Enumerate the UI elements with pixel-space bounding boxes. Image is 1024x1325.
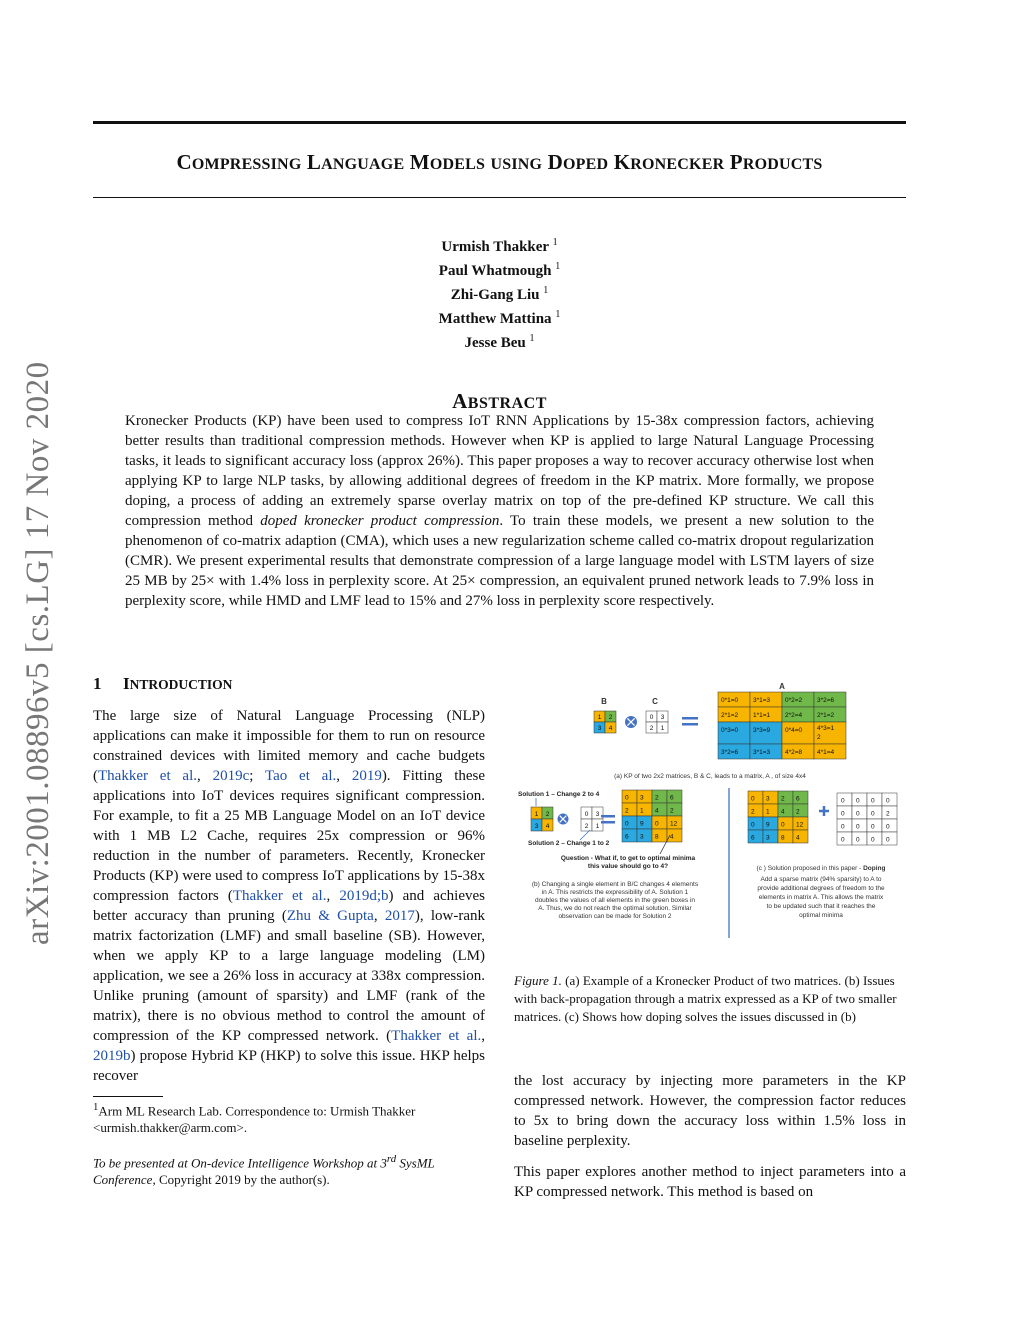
matrix-value: 3*1=3 bbox=[753, 749, 771, 756]
section-heading-introduction: 1 INTRODUCTION bbox=[93, 674, 233, 693]
title-rule bbox=[93, 197, 906, 198]
author: Matthew Mattina $^1$ bbox=[438, 309, 561, 327]
matrix-value: 2*1=2 bbox=[817, 712, 835, 719]
matrix-value: 3 bbox=[595, 811, 600, 818]
intro-paragraph: This paper explores another method to inject parameters into a KP compressed network. This method is based on bbox=[514, 1164, 906, 1200]
citation-link[interactable]: 2017 bbox=[384, 908, 415, 924]
matrix-value: 0 bbox=[841, 836, 845, 844]
intro-right-column bbox=[514, 1071, 906, 1202]
title-word: DOPED bbox=[547, 150, 609, 174]
svg-text:(b) Changing a single element: (b) Changing a single element in B/C changes 4 elements bbox=[531, 881, 699, 888]
matrix-value: 6 bbox=[670, 794, 674, 802]
matrix-value: 0 bbox=[856, 823, 860, 831]
matrix-value: 4 bbox=[796, 834, 800, 842]
caption-c-title: (c ) Solution proposed in this paper - Doping bbox=[756, 865, 886, 872]
matrix-value: 0 bbox=[871, 836, 875, 844]
matrix-value: 6 bbox=[625, 833, 629, 841]
matrix-value: 0 bbox=[841, 810, 845, 818]
matrix-value: 0 bbox=[871, 810, 875, 818]
author: Zhi-Gang Liu $^1$ bbox=[450, 285, 549, 303]
matrix-value: 0 bbox=[751, 795, 755, 803]
equals-icon bbox=[682, 723, 698, 726]
citation-link[interactable]: 2019c bbox=[212, 768, 250, 784]
matrix-value: 4 bbox=[670, 833, 674, 841]
citation-link[interactable]: Zhu & Gupta bbox=[286, 908, 374, 924]
title-word: PRODUCTS bbox=[729, 150, 823, 174]
citation-link[interactable]: Thakker et al. bbox=[98, 768, 197, 784]
matrix-value: 1 bbox=[640, 807, 644, 815]
matrix-value: 1 bbox=[595, 823, 600, 830]
matrix-value: 2 bbox=[781, 795, 785, 803]
svg-text:in A. This restricts the expre: in A. This restricts the expressibility of A. Solution 1 bbox=[541, 889, 689, 896]
matrix-value: 2 bbox=[608, 714, 613, 721]
matrix-value: 2 bbox=[817, 734, 821, 741]
matrix-value: 0 bbox=[625, 794, 629, 802]
matrix-value: 0*1=0 bbox=[721, 697, 739, 704]
intro-paragraph: the lost accuracy by injecting more parameters in the KP compressed network. However, the compression factor reduces to 5x to bring down the accuracy loss within 1.5% loss in baseline perplexity. bbox=[514, 1073, 906, 1149]
venue-note: To be presented at On-device Intelligence Workshop at 3rd SysML Conference, Copyright 2019 by the author(s). bbox=[93, 1153, 435, 1188]
matrix-value: 9 bbox=[766, 821, 770, 829]
matrix-value: 3 bbox=[766, 834, 770, 842]
svg-text:doubles the values of all elem: doubles the values of all elements in the green boxes in bbox=[534, 897, 696, 904]
matrix-value: 1*1=1 bbox=[753, 712, 771, 719]
matrix-value: 0 bbox=[886, 797, 890, 805]
matrix-value: 0 bbox=[886, 823, 890, 831]
matrix-value: 2 bbox=[886, 810, 890, 818]
matrix-value: 4*2=8 bbox=[785, 749, 803, 756]
author: Paul Whatmough $^1$ bbox=[438, 261, 561, 279]
matrix-value: 3*2=6 bbox=[817, 697, 835, 704]
matrix-value: 0 bbox=[751, 821, 755, 829]
matrix-value: 2 bbox=[670, 807, 674, 815]
matrix-value: 12 bbox=[670, 820, 678, 828]
matrix-value: 2 bbox=[796, 808, 800, 816]
svg-text:elements in matrix A. This all: elements in matrix A. This allows the matrix bbox=[758, 894, 884, 901]
matrix-value: 3*3=9 bbox=[753, 727, 771, 734]
matrix-value: 1 bbox=[597, 714, 602, 721]
matrix-value: 8 bbox=[655, 833, 659, 841]
matrix-value: 4 bbox=[545, 823, 550, 830]
svg-text:to be updated such that it rea: to be updated such that it reaches the bbox=[766, 903, 876, 910]
matrix-value: 2 bbox=[625, 807, 629, 815]
label-b: B bbox=[601, 697, 607, 706]
footnote-rule bbox=[93, 1096, 163, 1097]
matrix-value: 3 bbox=[766, 795, 770, 803]
footnote-affiliation: $^1$Arm ML Research Lab. Correspondence to: Urmish Thakker <urmish.thakker@arm.com>. bbox=[93, 1101, 416, 1136]
matrix-value: 3*1=3 bbox=[753, 697, 771, 704]
label-c: C bbox=[652, 697, 658, 706]
solution-2: Solution 2 – Change 1 to 2 bbox=[528, 840, 610, 847]
matrix-value: 2*2=4 bbox=[785, 712, 803, 719]
matrix-value: 4*1=4 bbox=[817, 749, 835, 756]
matrix-value: 4 bbox=[608, 725, 613, 732]
caption-a: (a) KP of two 2x2 matrices, B & C, leads to a matrix, A , of size 4x4 bbox=[614, 773, 806, 780]
matrix-value: 4 bbox=[781, 808, 785, 816]
matrix-value: 3*2=6 bbox=[721, 749, 739, 756]
matrix-value: 0 bbox=[856, 797, 860, 805]
matrix-value: 4 bbox=[655, 807, 659, 815]
matrix-value: 6 bbox=[751, 834, 755, 842]
intro-paragraph: The large size of Natural Language Processing (NLP) applications can make it impossible for them to run on resource constrained devices with limited memory and cache budgets (Thakker et al., 2019c; Tao et al., 2019). Fitting these applications into IoT devices requires significant compression. For example, to fit a 25 MB Language Model on an IoT device with 1 MB L2 Cache, requires 25x compression or 96% reduction in the number of parameters. Recently, Kronecker Products (KP) were used to compress IoT applications by 15-38x compression factors (Thakker et al., 2019d;b) and achieves better accuracy than pruning (Zhu & Gupta, 2017), low-rank matrix factorization (LMF) and small baseline (SB). However, when we apply KP to a large language modeling (LM) application, we see a 26% loss in accuracy at 338x compression. Unlike pruning (amount of sparsity) and LMF (rank of the matrix), there is no obvious method to control the amount of compression of the KP compressed network. (Thakker et al., 2019b) propose Hybrid KP (HKP) to solve this issue. HKP helps recover bbox=[93, 708, 486, 1084]
question-line-2: this value should go to 4? bbox=[587, 863, 669, 870]
doping-matrices bbox=[748, 791, 897, 845]
matrix-value: 0 bbox=[649, 714, 654, 721]
matrix-value: 0*3=0 bbox=[721, 727, 739, 734]
matrix-value: 0 bbox=[856, 836, 860, 844]
matrix-value: 9 bbox=[640, 820, 644, 828]
matrix-value: 2 bbox=[751, 808, 755, 816]
abstract-heading: ABSTRACT bbox=[452, 389, 547, 413]
matrix-value: 4*3=1 bbox=[817, 725, 835, 732]
citation-link[interactable]: 2019d;b bbox=[339, 888, 389, 904]
intro-left-column bbox=[93, 706, 485, 1086]
kp-matrices bbox=[594, 692, 846, 759]
question-line-1: Question - What if, to get to optimal minima bbox=[560, 855, 696, 862]
title-word: MODELS bbox=[409, 150, 486, 174]
solution-1: Solution 1 – Change 2 to 4 bbox=[518, 791, 600, 798]
top-rule bbox=[93, 121, 906, 124]
citation-link[interactable]: Tao et al. bbox=[264, 768, 337, 784]
svg-text:Add a sparse matrix (94% spars: Add a sparse matrix (94% sparsity) to A to bbox=[760, 876, 882, 883]
matrix-value: 0 bbox=[856, 810, 860, 818]
citation-link[interactable]: 2019 bbox=[351, 768, 382, 784]
figure-1 bbox=[510, 680, 910, 950]
title-word: KRONECKER bbox=[613, 150, 725, 174]
matrix-value: 2*1=2 bbox=[721, 712, 739, 719]
matrix-value: 1 bbox=[766, 808, 770, 816]
equals-icon bbox=[682, 717, 698, 720]
matrix-value: 6 bbox=[796, 795, 800, 803]
author: Jesse Beu $^1$ bbox=[464, 333, 535, 351]
citation-link[interactable]: 2019b bbox=[93, 1048, 131, 1064]
matrix-value: 1 bbox=[660, 725, 665, 732]
matrix-value: 0 bbox=[841, 797, 845, 805]
equals-icon bbox=[601, 821, 615, 824]
abstract-text: Kronecker Products (KP) have been used to compress IoT RNN Applications by 15-38x compression factors, achieving better results than traditional compression methods. However when KP is applied to large Natural Language Processing tasks, it leads to significant accuracy loss (approx 26%). This paper proposes a way to recover accuracy otherwise lost when applying KP to large NLP tasks, by allowing additional degrees of freedom in the KP matrix. More formally, we propose doping, a process of adding an extremely sparse overlay matrix on top of the pre-defined KP structure. We call this compression method doped kronecker product compression. To train these models, we present a new solution to the phenomenon of co-matrix adaption (CMA), which uses a new regularization scheme called co-matrix dropout regularization (CMR). We present experimental results that demonstrate compression of a large language model with LSTM layers of size 25 MB by 25× with 1.4% loss in perplexity score. At 25× compression, an equivalent pruned network leads to 7.9% loss in perplexity score, while HMD and LMF lead to 15% and 27% loss in perplexity score respectively. bbox=[125, 413, 874, 609]
matrix-value: 3 bbox=[660, 714, 665, 721]
caption-b bbox=[532, 881, 699, 920]
matrix-value: 2 bbox=[649, 725, 654, 732]
matrix-value: 0*2=2 bbox=[785, 697, 803, 704]
matrix-value: 0 bbox=[841, 823, 845, 831]
svg-text:optimal minima: optimal minima bbox=[799, 912, 843, 919]
citation-link[interactable]: Thakker et al. bbox=[232, 888, 327, 904]
figure-caption: Figure 1. (a) Example of a Kronecker Product of two matrices. (b) Issues with back-propagation through a matrix expressed as a KP of two smaller matrices. (c) Shows how doping solves the issues discussed in (b) bbox=[514, 973, 897, 1024]
title-word: LANGUAGE bbox=[306, 150, 405, 174]
author-list bbox=[93, 233, 906, 353]
equals-icon bbox=[601, 815, 615, 818]
matrix-value: 3 bbox=[640, 833, 644, 841]
matrix-value: 3 bbox=[534, 823, 539, 830]
matrix-value: 3 bbox=[597, 725, 602, 732]
title-word: COMPRESSING bbox=[176, 150, 302, 174]
matrix-value: 0 bbox=[871, 823, 875, 831]
matrix-value: 2 bbox=[584, 823, 589, 830]
svg-text:provide additional degrees of: provide additional degrees of freedom to the bbox=[757, 885, 885, 892]
matrix-value: 0 bbox=[871, 797, 875, 805]
matrix-value: 3 bbox=[640, 794, 644, 802]
paper-title bbox=[93, 150, 906, 175]
citation-link[interactable]: Thakker et al. bbox=[391, 1028, 482, 1044]
matrix-value: 8 bbox=[781, 834, 785, 842]
matrix-value: 2 bbox=[655, 794, 659, 802]
matrix-value: 0 bbox=[781, 821, 785, 829]
matrix-value: 12 bbox=[796, 821, 804, 829]
matrix-value: 0 bbox=[625, 820, 629, 828]
matrix-value: 1 bbox=[534, 811, 539, 818]
arxiv-stamp: arXiv:2001.08896v5 [cs.LG] 17 Nov 2020 bbox=[20, 361, 56, 945]
title-word: USING bbox=[490, 156, 543, 173]
matrix-value: 0 bbox=[584, 811, 589, 818]
author: Urmish Thakker $^1$ bbox=[441, 237, 558, 255]
svg-text:observation can be made for So: observation can be made for Solution 2 bbox=[558, 913, 672, 920]
svg-text:A. Thus, we do not reach the o: A. Thus, we do not reach the optimal solution. Similar bbox=[538, 905, 692, 912]
arrow-line bbox=[580, 830, 590, 840]
matrix-value: 2 bbox=[545, 811, 550, 818]
matrix-value: 0*4=0 bbox=[785, 727, 803, 734]
matrix-value: 0 bbox=[886, 836, 890, 844]
label-a: A bbox=[779, 682, 785, 691]
matrix-value: 0 bbox=[655, 820, 659, 828]
caption-c bbox=[757, 876, 885, 919]
